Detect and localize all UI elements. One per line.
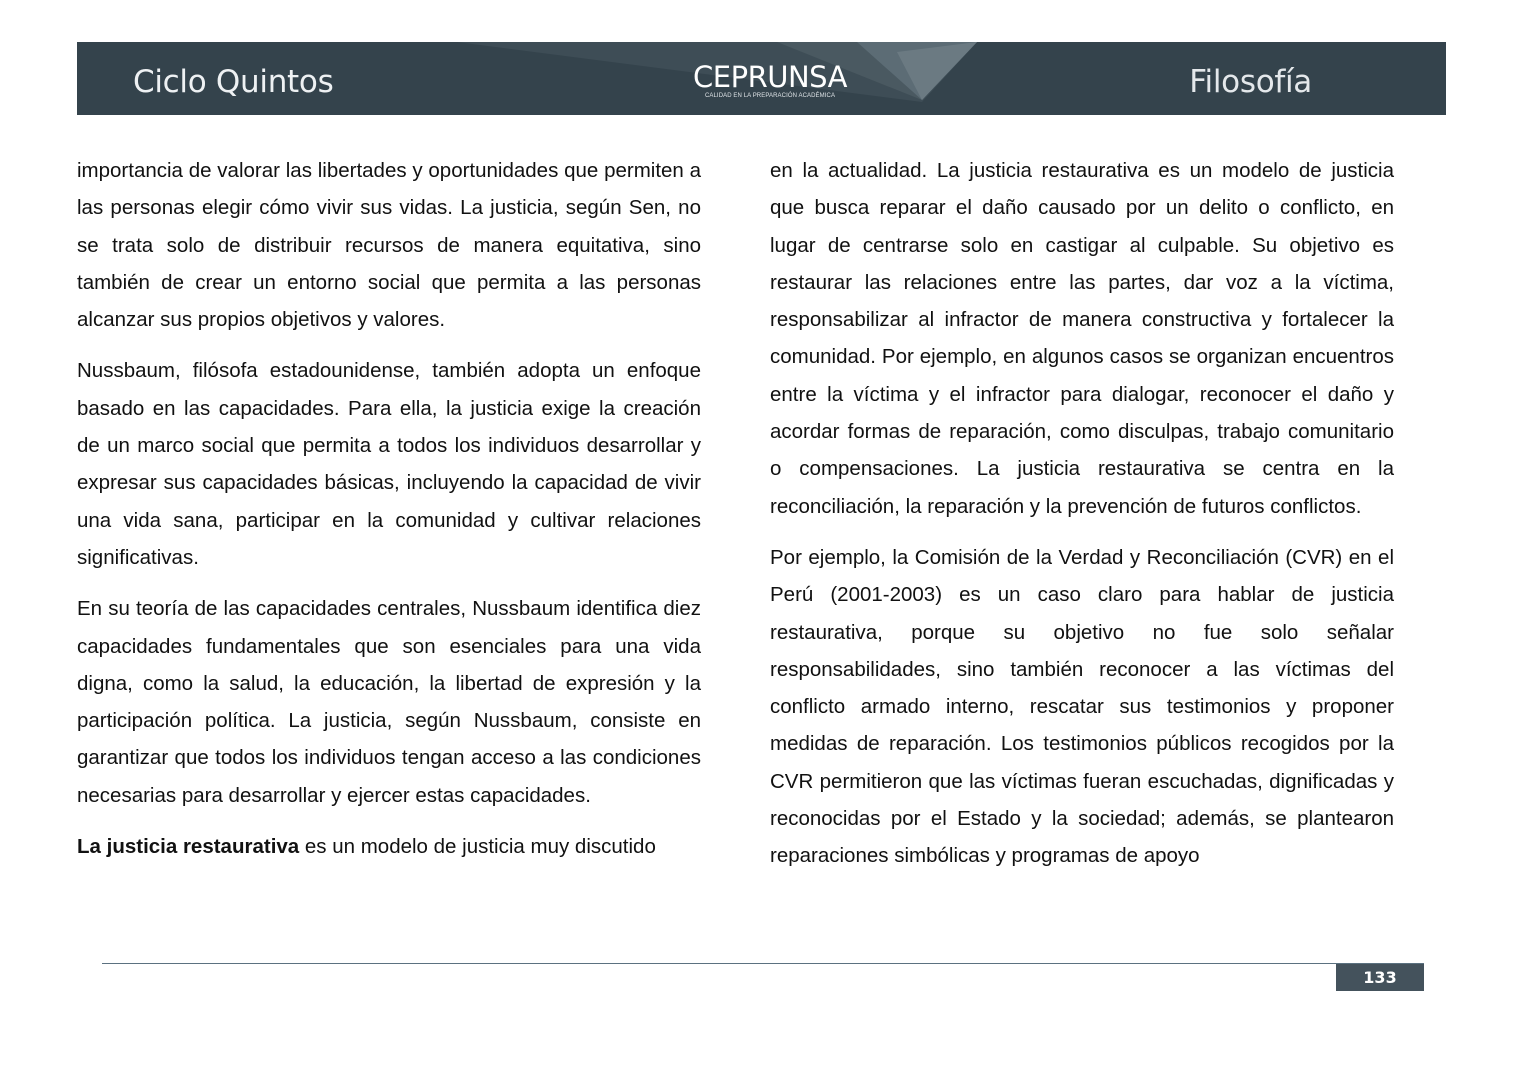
page-number: 133 xyxy=(1336,964,1424,991)
paragraph: importancia de valorar las libertades y oportunidades que permiten a las personas elegir cómo vivir sus vidas. La justicia, según Sen, no se trata solo de distribuir recursos de manera equitativa, sino también de crear un entorno social que permita a las personas alcanzar sus propios objetivos y valores. xyxy=(77,159,701,332)
paragraph: Nussbaum, filósofa estadounidense, también adopta un enfoque basado en las capacidades. Para ella, la justicia exige la creación de un marco social que permita a todos los individuos desarrollar y expresar sus capacidades básicas, incluyendo la capacidad de vivir una vida sana, participar en la comunidad y cultivar relaciones significativas. xyxy=(77,359,701,569)
footer-divider xyxy=(102,963,1424,964)
logo-wordmark: CEPRUNSA xyxy=(693,60,847,94)
logo-tagline: CALIDAD EN LA PREPARACIÓN ACADÉMICA xyxy=(704,93,836,99)
subject-title: Filosofía xyxy=(1189,64,1312,100)
ceprunsa-logo xyxy=(680,62,860,100)
paragraph: Por ejemplo, la Comisión de la Verdad y Reconciliación (CVR) en el Perú (2001-2003) es un caso claro para hablar de justicia restaurativa, porque su objetivo no fue solo señalar responsabilidades, sino también reconocer a las víctimas del conflicto armado interno, rescatar sus testimonios y proponer medidas de reparación. Los testimonios públicos recogidos por la CVR permitieron que las víctimas fueran escuchadas, dignificadas y reconocidas por el Estado y la sociedad; además, se plantearon reparaciones simbólicas y programas de apoyo xyxy=(770,545,1394,868)
paragraph: en la actualidad. La justicia restaurativa es un modelo de justicia que busca reparar el daño causado por un delito o conflicto, en lugar de centrarse solo en castigar al culpable. Su objetivo es restaurar las relaciones entre las partes, dar voz a la víctima, responsabilizar al infractor de manera constructiva y fortalecer la comunidad. Por ejemplo, en algunos casos se organizan encuentros entre la víctima y el infractor para dialogar, reconocer el daño y acordar formas de reparación, como disculpas, trabajo comunitario o compensaciones. La justicia restaurativa se centra en la reconciliación, la reparación y la prevención de futuros conflictos. xyxy=(770,159,1394,518)
paragraph: En su teoría de las capacidades centrales, Nussbaum identifica diez capacidades fundamentales que son esenciales para una vida digna, como la salud, la educación, la libertad de expresión y la participación política. La justicia, según Nussbaum, consiste en garantizar que todos los individuos tengan acceso a las condiciones necesarias para desarrollar y ejercer estas capacidades. xyxy=(77,597,701,807)
right-column xyxy=(770,152,1394,889)
paragraph-text: es un modelo de justicia muy discutido xyxy=(299,835,656,859)
paragraph xyxy=(77,828,701,865)
course-cycle-title: Ciclo Quintos xyxy=(133,64,334,100)
bold-term: La justicia restaurativa xyxy=(77,835,300,859)
left-column xyxy=(77,152,701,879)
page-header xyxy=(77,42,1446,115)
